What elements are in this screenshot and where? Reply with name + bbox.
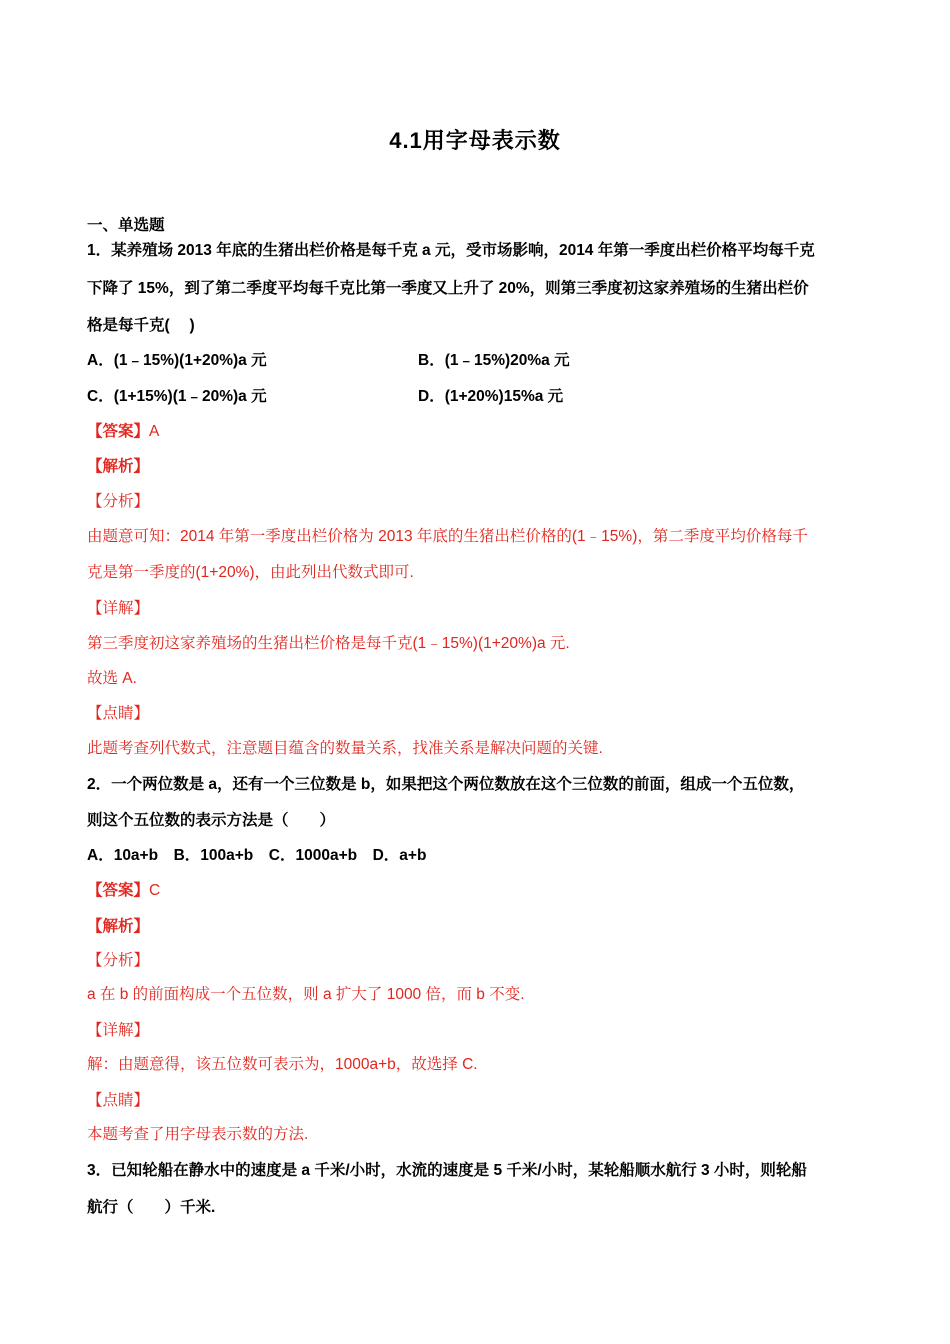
q1-xiangjie-label: 【详解】 [87, 600, 150, 617]
q1-dianjing-line1: 此题考查列代数式，注意题目蕴含的数量关系，找准关系是解决问题的关键. [87, 740, 603, 757]
q1-fenxi-label: 【分析】 [87, 493, 150, 510]
q1-fenxi-line1: 由题意可知：2014 年第一季度出栏价格为 2013 年底的生猪出栏价格的(1﹣15%)，第二季度平均价格每千 [87, 528, 808, 545]
q2-fenxi-label: 【分析】 [87, 952, 150, 969]
q2-stem-line1: 2．一个两位数是 a，还有一个三位数是 b，如果把这个两位数放在这个三位数的前面，组成一个五位数， [87, 776, 805, 793]
q1-stem-line3: 格是每千克( ) [87, 317, 195, 334]
q1-answer-value: A [149, 423, 160, 440]
q2-fenxi-line1: a 在 b 的前面构成一个五位数，则 a 扩大了 1000 倍，而 b 不变. [87, 986, 525, 1003]
q2-answer-label: 【答案】 [87, 882, 150, 899]
q1-answer [87, 421, 867, 443]
q2-xiangjie-line1: 解：由题意得，该五位数可表示为，1000a+b，故选择 C. [87, 1056, 478, 1073]
q1-option-d: D．(1+20%)15%a 元 [418, 388, 564, 405]
q2-xiangjie-label: 【详解】 [87, 1022, 150, 1039]
q1-jiexi-label: 【解析】 [87, 458, 150, 475]
page-title: 4.1用字母表示数 [389, 128, 561, 153]
q1-fenxi-line2: 克是第一季度的(1+20%)，由此列出代数式即可. [87, 564, 414, 581]
q1-stem-line1: 1．某养殖场 2013 年底的生猪出栏价格是每千克 a 元，受市场影响，2014 年第一季度出栏价格平均每千克 [87, 242, 815, 259]
q2-dianjing-line1: 本题考查了用字母表示数的方法. [87, 1126, 309, 1143]
q1-option-a: A．(1﹣15%)(1+20%)a 元 [87, 352, 267, 369]
q2-answer-value: C [149, 882, 161, 899]
section-heading: 一、单选题 [87, 217, 165, 234]
q2-jiexi-label: 【解析】 [87, 918, 150, 935]
q2-dianjing-label: 【点睛】 [87, 1092, 150, 1109]
q2-answer [87, 880, 867, 902]
q1-dianjing-label: 【点睛】 [87, 705, 150, 722]
q3-stem-line2: 航行（ ）千米. [87, 1199, 216, 1216]
q1-answer-label: 【答案】 [87, 423, 150, 440]
q1-option-c: C．(1+15%)(1﹣20%)a 元 [87, 388, 267, 405]
q1-stem-line2: 下降了 15%，到了第二季度平均每千克比第一季度又上升了 20%，则第三季度初这家养殖场的生猪出栏价 [87, 280, 809, 297]
q1-xiangjie-line2: 故选 A. [87, 670, 137, 687]
q1-xiangjie-line1: 第三季度初这家养殖场的生猪出栏价格是每千克(1﹣15%)(1+20%)a 元. [87, 635, 570, 652]
q2-options: A．10a+b B．100a+b C．1000a+b D．a+b [87, 847, 427, 864]
q1-option-b: B．(1﹣15%)20%a 元 [418, 352, 570, 369]
q3-stem-line1: 3．已知轮船在静水中的速度是 a 千米/小时，水流的速度是 5 千米/小时，某轮船顺水航行 3 小时，则轮船 [87, 1162, 807, 1179]
q2-stem-line2: 则这个五位数的表示方法是（ ） [87, 812, 336, 829]
